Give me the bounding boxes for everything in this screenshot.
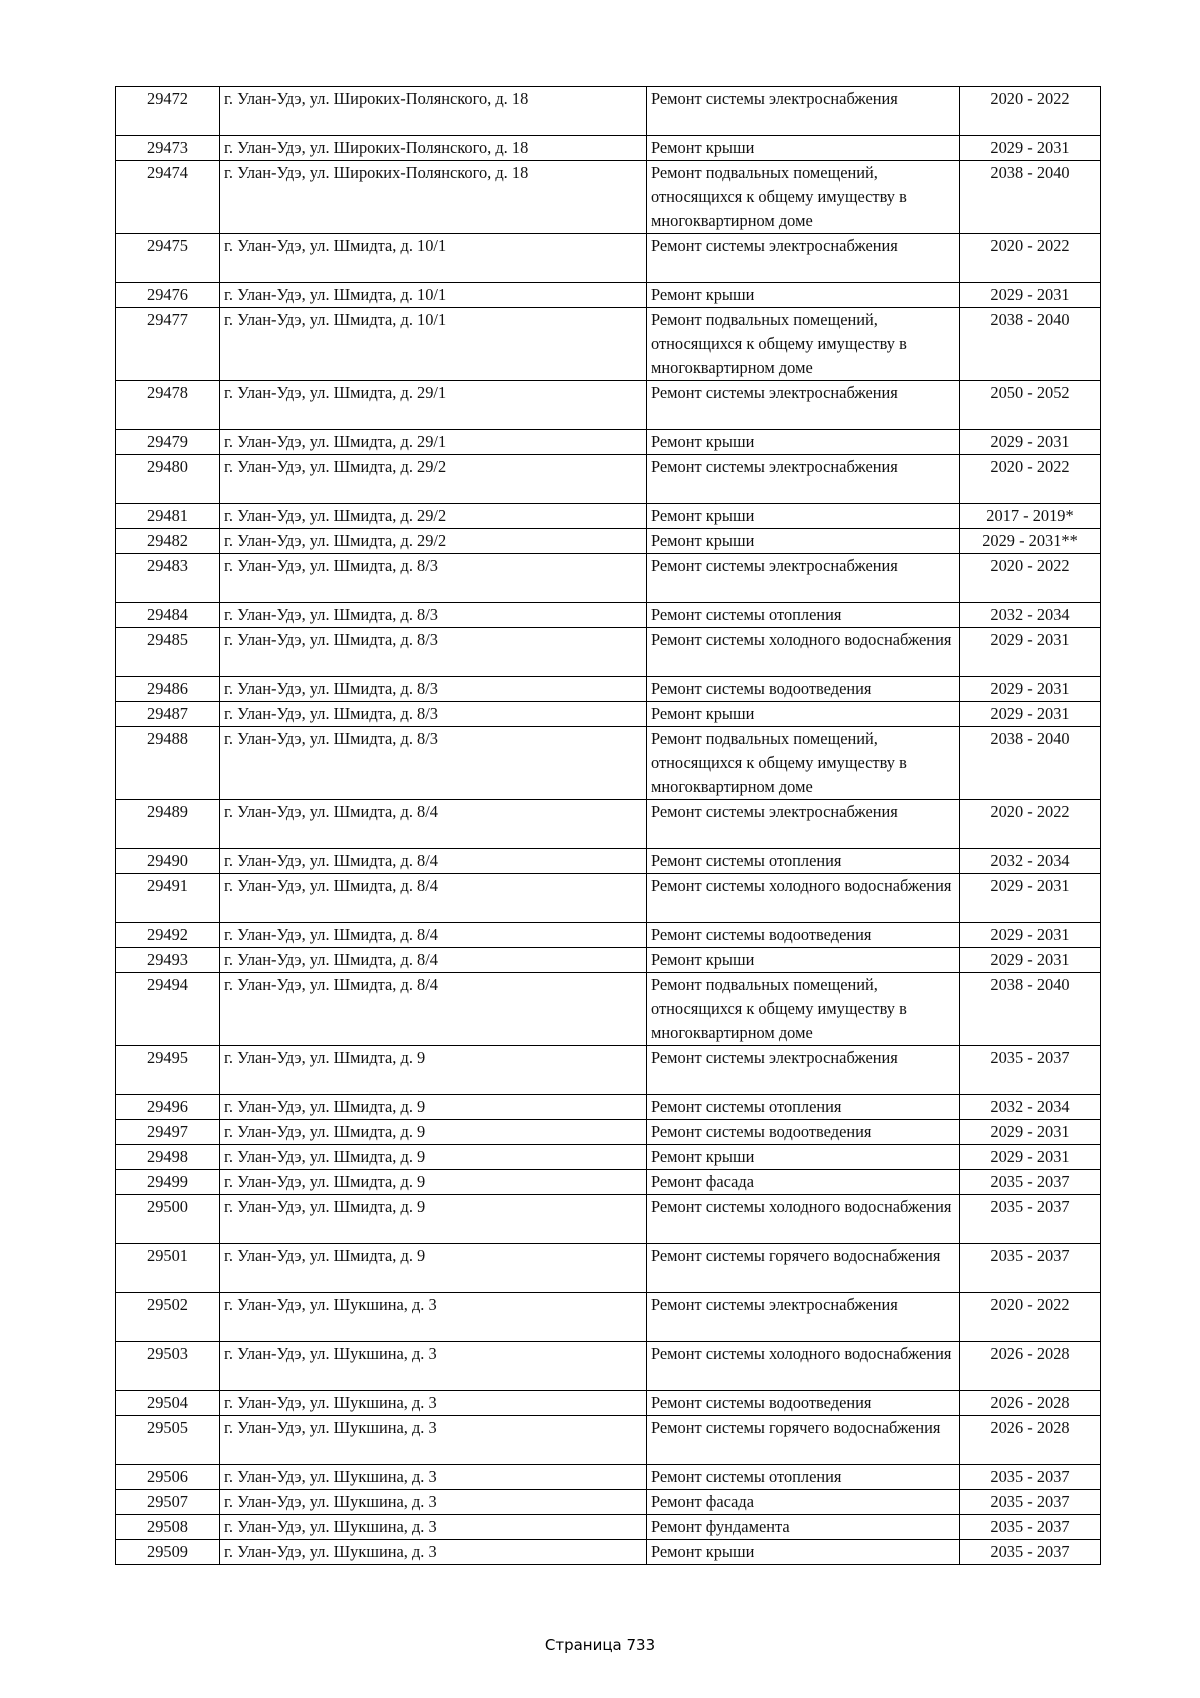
row-number-cell: 29478 [116, 381, 220, 430]
row-number-cell: 29496 [116, 1095, 220, 1120]
period-cell: 2032 - 2034 [960, 849, 1101, 874]
table-row [116, 727, 1101, 800]
period-cell: 2035 - 2037 [960, 1490, 1101, 1515]
address-cell: г. Улан-Удэ, ул. Шмидта, д. 8/3 [220, 677, 647, 702]
row-number-cell: 29474 [116, 161, 220, 234]
row-number-cell: 29503 [116, 1342, 220, 1391]
period-cell: 2020 - 2022 [960, 87, 1101, 136]
row-number-cell: 29479 [116, 430, 220, 455]
row-number-cell: 29480 [116, 455, 220, 504]
row-number-cell: 29490 [116, 849, 220, 874]
table-row [116, 677, 1101, 702]
row-number-cell: 29494 [116, 973, 220, 1046]
address-cell: г. Улан-Удэ, ул. Шмидта, д. 9 [220, 1170, 647, 1195]
table-row [116, 849, 1101, 874]
table-row [116, 529, 1101, 554]
table-row [116, 554, 1101, 603]
address-cell: г. Улан-Удэ, ул. Шукшина, д. 3 [220, 1515, 647, 1540]
address-cell: г. Улан-Удэ, ул. Шмидта, д. 9 [220, 1244, 647, 1293]
row-number-cell: 29505 [116, 1416, 220, 1465]
row-number-cell: 29499 [116, 1170, 220, 1195]
address-cell: г. Улан-Удэ, ул. Шукшина, д. 3 [220, 1465, 647, 1490]
period-cell: 2035 - 2037 [960, 1195, 1101, 1244]
address-cell: г. Улан-Удэ, ул. Шмидта, д. 29/2 [220, 455, 647, 504]
period-cell: 2029 - 2031 [960, 923, 1101, 948]
address-cell: г. Улан-Удэ, ул. Шукшина, д. 3 [220, 1416, 647, 1465]
row-number-cell: 29475 [116, 234, 220, 283]
period-cell: 2038 - 2040 [960, 161, 1101, 234]
address-cell: г. Улан-Удэ, ул. Шмидта, д. 10/1 [220, 234, 647, 283]
work-type-cell: Ремонт системы электроснабжения [647, 87, 960, 136]
period-cell: 2029 - 2031 [960, 1145, 1101, 1170]
period-cell: 2035 - 2037 [960, 1244, 1101, 1293]
address-cell: г. Улан-Удэ, ул. Шукшина, д. 3 [220, 1490, 647, 1515]
address-cell: г. Улан-Удэ, ул. Широких-Полянского, д. 18 [220, 161, 647, 234]
table-row [116, 283, 1101, 308]
address-cell: г. Улан-Удэ, ул. Шукшина, д. 3 [220, 1391, 647, 1416]
work-type-cell: Ремонт фундамента [647, 1515, 960, 1540]
work-type-cell: Ремонт системы электроснабжения [647, 455, 960, 504]
work-type-cell: Ремонт системы отопления [647, 603, 960, 628]
address-cell: г. Улан-Удэ, ул. Шмидта, д. 8/3 [220, 603, 647, 628]
work-type-cell: Ремонт системы электроснабжения [647, 1046, 960, 1095]
table-row [116, 161, 1101, 234]
page-number: Страница 733 [544, 1636, 656, 1654]
address-cell: г. Улан-Удэ, ул. Шмидта, д. 8/4 [220, 923, 647, 948]
work-type-cell: Ремонт подвальных помещений, относящихся к общему имуществу в многоквартирном доме [647, 973, 960, 1046]
table-row [116, 800, 1101, 849]
work-type-cell: Ремонт фасада [647, 1170, 960, 1195]
row-number-cell: 29493 [116, 948, 220, 973]
row-number-cell: 29498 [116, 1145, 220, 1170]
address-cell: г. Улан-Удэ, ул. Шмидта, д. 9 [220, 1046, 647, 1095]
work-type-cell: Ремонт крыши [647, 702, 960, 727]
table-row [116, 136, 1101, 161]
table-row [116, 1515, 1101, 1540]
table-row [116, 430, 1101, 455]
period-cell: 2026 - 2028 [960, 1342, 1101, 1391]
work-type-cell: Ремонт системы электроснабжения [647, 1293, 960, 1342]
table-body [116, 87, 1101, 1565]
work-type-cell: Ремонт системы электроснабжения [647, 554, 960, 603]
table-row [116, 1095, 1101, 1120]
period-cell: 2017 - 2019* [960, 504, 1101, 529]
work-type-cell: Ремонт системы горячего водоснабжения [647, 1416, 960, 1465]
table-row [116, 1195, 1101, 1244]
row-number-cell: 29473 [116, 136, 220, 161]
table-row [116, 628, 1101, 677]
table-row [116, 973, 1101, 1046]
row-number-cell: 29486 [116, 677, 220, 702]
address-cell: г. Улан-Удэ, ул. Широких-Полянского, д. 18 [220, 87, 647, 136]
work-type-cell: Ремонт крыши [647, 529, 960, 554]
period-cell: 2032 - 2034 [960, 603, 1101, 628]
repair-schedule-table [115, 86, 1101, 1565]
address-cell: г. Улан-Удэ, ул. Шмидта, д. 29/2 [220, 504, 647, 529]
row-number-cell: 29506 [116, 1465, 220, 1490]
address-cell: г. Улан-Удэ, ул. Шмидта, д. 8/3 [220, 554, 647, 603]
period-cell: 2020 - 2022 [960, 554, 1101, 603]
address-cell: г. Улан-Удэ, ул. Шмидта, д. 9 [220, 1195, 647, 1244]
table-row [116, 1342, 1101, 1391]
row-number-cell: 29482 [116, 529, 220, 554]
period-cell: 2050 - 2052 [960, 381, 1101, 430]
address-cell: г. Улан-Удэ, ул. Шукшина, д. 3 [220, 1540, 647, 1565]
table-row [116, 1145, 1101, 1170]
work-type-cell: Ремонт системы отопления [647, 849, 960, 874]
row-number-cell: 29481 [116, 504, 220, 529]
period-cell: 2035 - 2037 [960, 1540, 1101, 1565]
address-cell: г. Улан-Удэ, ул. Шмидта, д. 8/4 [220, 849, 647, 874]
table-row [116, 923, 1101, 948]
address-cell: г. Улан-Удэ, ул. Шмидта, д. 10/1 [220, 308, 647, 381]
table-row [116, 702, 1101, 727]
row-number-cell: 29483 [116, 554, 220, 603]
table-row [116, 1120, 1101, 1145]
period-cell: 2029 - 2031** [960, 529, 1101, 554]
address-cell: г. Улан-Удэ, ул. Шмидта, д. 8/3 [220, 727, 647, 800]
table-row [116, 1465, 1101, 1490]
row-number-cell: 29487 [116, 702, 220, 727]
work-type-cell: Ремонт фасада [647, 1490, 960, 1515]
work-type-cell: Ремонт подвальных помещений, относящихся к общему имуществу в многоквартирном доме [647, 308, 960, 381]
work-type-cell: Ремонт подвальных помещений, относящихся к общему имуществу в многоквартирном доме [647, 161, 960, 234]
address-cell: г. Улан-Удэ, ул. Шмидта, д. 8/4 [220, 800, 647, 849]
period-cell: 2029 - 2031 [960, 702, 1101, 727]
work-type-cell: Ремонт системы холодного водоснабжения [647, 628, 960, 677]
period-cell: 2026 - 2028 [960, 1391, 1101, 1416]
table-row [116, 234, 1101, 283]
address-cell: г. Улан-Удэ, ул. Шмидта, д. 29/1 [220, 381, 647, 430]
table-row [116, 87, 1101, 136]
row-number-cell: 29504 [116, 1391, 220, 1416]
table-row [116, 308, 1101, 381]
period-cell: 2029 - 2031 [960, 948, 1101, 973]
address-cell: г. Улан-Удэ, ул. Шмидта, д. 10/1 [220, 283, 647, 308]
period-cell: 2038 - 2040 [960, 973, 1101, 1046]
work-type-cell: Ремонт системы водоотведения [647, 923, 960, 948]
work-type-cell: Ремонт системы электроснабжения [647, 234, 960, 283]
table-row [116, 1170, 1101, 1195]
work-type-cell: Ремонт системы отопления [647, 1465, 960, 1490]
address-cell: г. Улан-Удэ, ул. Шмидта, д. 9 [220, 1120, 647, 1145]
table-row [116, 1540, 1101, 1565]
table-row [116, 1391, 1101, 1416]
work-type-cell: Ремонт системы водоотведения [647, 677, 960, 702]
work-type-cell: Ремонт системы электроснабжения [647, 800, 960, 849]
work-type-cell: Ремонт системы электроснабжения [647, 381, 960, 430]
period-cell: 2038 - 2040 [960, 727, 1101, 800]
row-number-cell: 29484 [116, 603, 220, 628]
address-cell: г. Улан-Удэ, ул. Шмидта, д. 8/4 [220, 973, 647, 1046]
address-cell: г. Улан-Удэ, ул. Шукшина, д. 3 [220, 1342, 647, 1391]
row-number-cell: 29500 [116, 1195, 220, 1244]
row-number-cell: 29509 [116, 1540, 220, 1565]
address-cell: г. Улан-Удэ, ул. Шмидта, д. 8/3 [220, 628, 647, 677]
work-type-cell: Ремонт системы водоотведения [647, 1391, 960, 1416]
row-number-cell: 29477 [116, 308, 220, 381]
address-cell: г. Улан-Удэ, ул. Шмидта, д. 8/3 [220, 702, 647, 727]
table-row [116, 874, 1101, 923]
table-row [116, 381, 1101, 430]
work-type-cell: Ремонт системы отопления [647, 1095, 960, 1120]
row-number-cell: 29491 [116, 874, 220, 923]
row-number-cell: 29489 [116, 800, 220, 849]
table-row [116, 1416, 1101, 1465]
work-type-cell: Ремонт крыши [647, 430, 960, 455]
address-cell: г. Улан-Удэ, ул. Шмидта, д. 8/4 [220, 948, 647, 973]
row-number-cell: 29485 [116, 628, 220, 677]
work-type-cell: Ремонт крыши [647, 283, 960, 308]
period-cell: 2029 - 2031 [960, 1120, 1101, 1145]
work-type-cell: Ремонт системы холодного водоснабжения [647, 874, 960, 923]
work-type-cell: Ремонт крыши [647, 1145, 960, 1170]
address-cell: г. Улан-Удэ, ул. Шукшина, д. 3 [220, 1293, 647, 1342]
work-type-cell: Ремонт системы горячего водоснабжения [647, 1244, 960, 1293]
row-number-cell: 29495 [116, 1046, 220, 1095]
work-type-cell: Ремонт крыши [647, 948, 960, 973]
row-number-cell: 29501 [116, 1244, 220, 1293]
period-cell: 2038 - 2040 [960, 308, 1101, 381]
row-number-cell: 29492 [116, 923, 220, 948]
period-cell: 2020 - 2022 [960, 1293, 1101, 1342]
period-cell: 2020 - 2022 [960, 455, 1101, 504]
table-row [116, 948, 1101, 973]
row-number-cell: 29488 [116, 727, 220, 800]
address-cell: г. Улан-Удэ, ул. Шмидта, д. 29/2 [220, 529, 647, 554]
work-type-cell: Ремонт системы холодного водоснабжения [647, 1195, 960, 1244]
page-footer [0, 1636, 1200, 1654]
period-cell: 2020 - 2022 [960, 800, 1101, 849]
work-type-cell: Ремонт крыши [647, 1540, 960, 1565]
row-number-cell: 29476 [116, 283, 220, 308]
work-type-cell: Ремонт системы холодного водоснабжения [647, 1342, 960, 1391]
row-number-cell: 29502 [116, 1293, 220, 1342]
period-cell: 2029 - 2031 [960, 430, 1101, 455]
work-type-cell: Ремонт системы водоотведения [647, 1120, 960, 1145]
table-row [116, 603, 1101, 628]
work-type-cell: Ремонт крыши [647, 504, 960, 529]
address-cell: г. Улан-Удэ, ул. Шмидта, д. 9 [220, 1145, 647, 1170]
work-type-cell: Ремонт крыши [647, 136, 960, 161]
address-cell: г. Улан-Удэ, ул. Широких-Полянского, д. 18 [220, 136, 647, 161]
table-row [116, 455, 1101, 504]
table-row [116, 504, 1101, 529]
row-number-cell: 29507 [116, 1490, 220, 1515]
row-number-cell: 29472 [116, 87, 220, 136]
work-type-cell: Ремонт подвальных помещений, относящихся к общему имуществу в многоквартирном доме [647, 727, 960, 800]
period-cell: 2029 - 2031 [960, 874, 1101, 923]
period-cell: 2035 - 2037 [960, 1515, 1101, 1540]
table-row [116, 1244, 1101, 1293]
table-row [116, 1046, 1101, 1095]
address-cell: г. Улан-Удэ, ул. Шмидта, д. 29/1 [220, 430, 647, 455]
row-number-cell: 29497 [116, 1120, 220, 1145]
row-number-cell: 29508 [116, 1515, 220, 1540]
table-row [116, 1293, 1101, 1342]
period-cell: 2026 - 2028 [960, 1416, 1101, 1465]
period-cell: 2032 - 2034 [960, 1095, 1101, 1120]
period-cell: 2035 - 2037 [960, 1465, 1101, 1490]
period-cell: 2035 - 2037 [960, 1046, 1101, 1095]
address-cell: г. Улан-Удэ, ул. Шмидта, д. 8/4 [220, 874, 647, 923]
table-row [116, 1490, 1101, 1515]
period-cell: 2029 - 2031 [960, 136, 1101, 161]
period-cell: 2020 - 2022 [960, 234, 1101, 283]
period-cell: 2029 - 2031 [960, 283, 1101, 308]
period-cell: 2029 - 2031 [960, 677, 1101, 702]
address-cell: г. Улан-Удэ, ул. Шмидта, д. 9 [220, 1095, 647, 1120]
period-cell: 2029 - 2031 [960, 628, 1101, 677]
period-cell: 2035 - 2037 [960, 1170, 1101, 1195]
